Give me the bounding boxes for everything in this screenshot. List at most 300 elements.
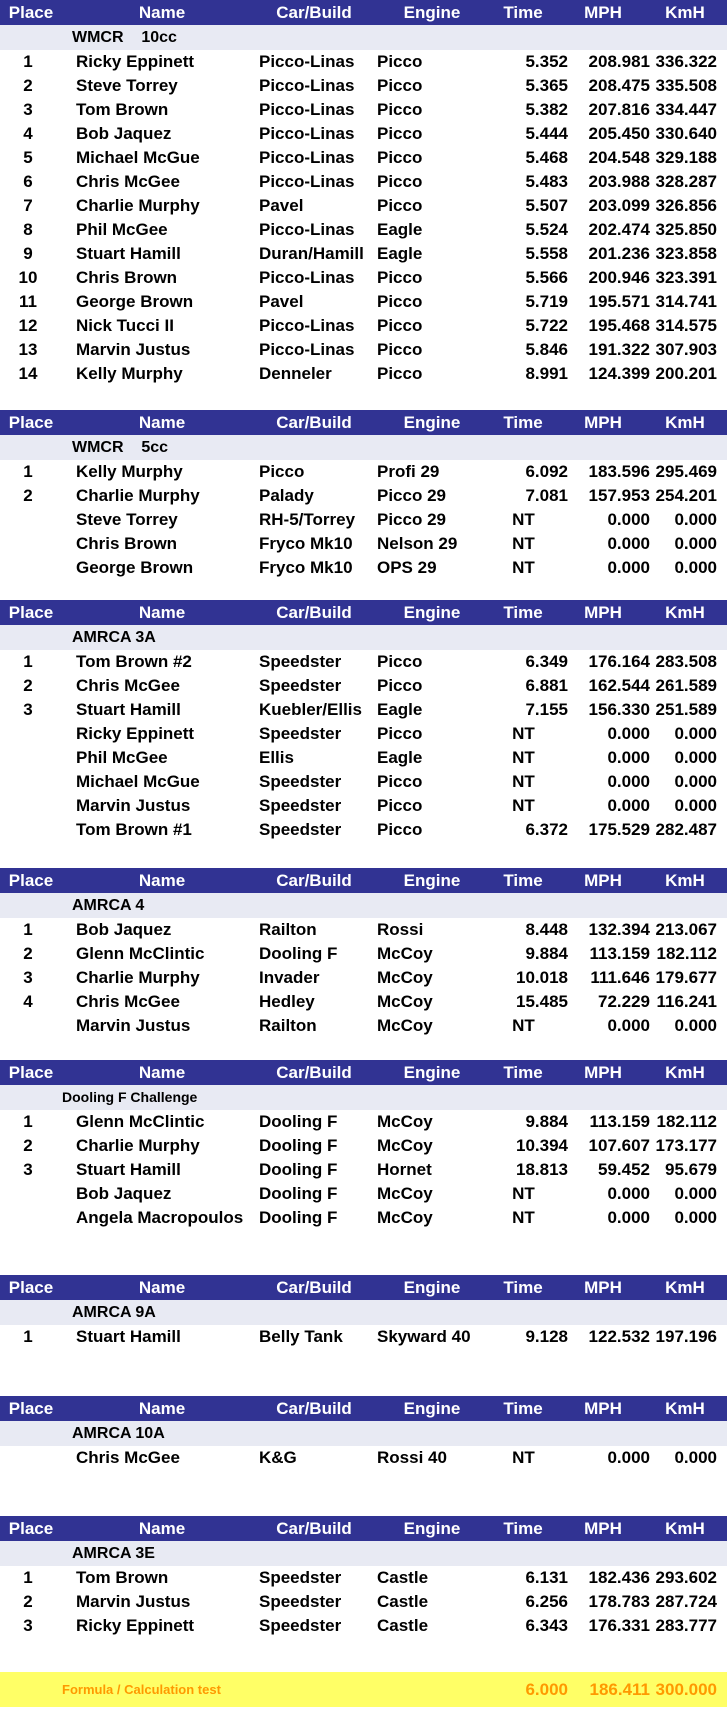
- cell-time: 5.468: [525, 148, 568, 167]
- cell-engine: Picco: [377, 796, 423, 815]
- cell-time: NT: [512, 1184, 535, 1203]
- table-row: [0, 1325, 727, 1349]
- cell-time: 15.485: [516, 992, 568, 1011]
- cell-kmh: 283.777: [655, 1616, 717, 1635]
- cell-engine: OPS 29: [377, 558, 437, 577]
- class-title: AMRCA 3A: [72, 629, 156, 646]
- cell-mph: 176.164: [588, 652, 650, 671]
- cell-time: 10.018: [516, 968, 568, 987]
- column-header-car: Car/Build: [276, 603, 352, 622]
- cell-car: Picco-Linas: [259, 316, 355, 335]
- cell-engine: Nelson 29: [377, 534, 458, 553]
- table-row: [0, 50, 727, 74]
- column-header-car: Car/Build: [276, 1399, 352, 1418]
- column-header-place: Place: [8, 413, 54, 432]
- table-row: [0, 242, 727, 266]
- table-row: [0, 746, 727, 770]
- cell-time: 5.558: [525, 244, 568, 263]
- cell-kmh: 314.575: [655, 316, 717, 335]
- cell-place: 1: [23, 920, 33, 939]
- cell-name: Michael McGue: [76, 772, 200, 791]
- cell-engine: Picco: [377, 196, 423, 215]
- cell-place: 13: [18, 340, 38, 359]
- cell-car: RH-5/Torrey: [259, 510, 356, 529]
- cell-place: 3: [23, 700, 33, 719]
- cell-kmh: 287.724: [655, 1592, 717, 1611]
- cell-car: Hedley: [259, 992, 315, 1011]
- cell-time: 6.881: [525, 676, 568, 695]
- cell-kmh: 261.589: [655, 676, 717, 695]
- cell-engine: Picco: [377, 292, 423, 311]
- cell-car: Pavel: [259, 292, 304, 311]
- cell-car: Dooling F: [259, 1184, 338, 1203]
- cell-mph: 111.646: [590, 968, 650, 987]
- column-header-car: Car/Build: [276, 413, 352, 432]
- cell-car: Dooling F: [259, 1136, 338, 1155]
- column-header-car: Car/Build: [276, 1519, 352, 1538]
- cell-engine: Picco: [377, 652, 423, 671]
- class-title: WMCR 5cc: [72, 439, 169, 456]
- column-header-row: [0, 1396, 727, 1421]
- column-header-place: Place: [8, 871, 54, 890]
- cell-time: 6.343: [525, 1616, 568, 1635]
- cell-car: Dooling F: [259, 944, 338, 963]
- table-row: [0, 508, 727, 532]
- cell-kmh: 325.850: [655, 220, 717, 239]
- table-row: [0, 484, 727, 508]
- cell-car: Picco-Linas: [259, 124, 355, 143]
- table-row: [0, 266, 727, 290]
- cell-engine: Picco: [377, 52, 423, 71]
- cell-engine: Picco: [377, 820, 423, 839]
- column-header-engine: Engine: [403, 3, 461, 22]
- cell-time: 5.507: [525, 196, 568, 215]
- cell-mph: 195.468: [588, 316, 650, 335]
- column-header-car: Car/Build: [276, 1063, 352, 1082]
- cell-engine: Picco: [377, 772, 423, 791]
- cell-mph: 113.159: [589, 944, 650, 963]
- column-header-mph: MPH: [584, 871, 622, 890]
- cell-engine: Picco: [377, 268, 423, 287]
- cell-car: Speedster: [259, 652, 342, 671]
- table-row: [0, 556, 727, 580]
- column-header-row: [0, 868, 727, 893]
- column-header-kmh: KmH: [665, 3, 705, 22]
- cell-kmh: 0.000: [674, 796, 717, 815]
- table-row: [0, 338, 727, 362]
- formula-kmh: 300.000: [655, 1680, 717, 1699]
- column-header-name: Name: [138, 3, 186, 22]
- cell-name: Nick Tucci II: [76, 316, 174, 335]
- cell-time: 9.884: [525, 944, 568, 963]
- table-row: [0, 1590, 727, 1614]
- column-header-mph: MPH: [584, 603, 622, 622]
- cell-car: Speedster: [259, 1592, 342, 1611]
- table-row: [0, 218, 727, 242]
- table-row: [0, 818, 727, 842]
- cell-name: George Brown: [76, 292, 194, 311]
- cell-time: 5.352: [525, 52, 568, 71]
- formula-mph: 186.411: [589, 1680, 650, 1699]
- cell-kmh: 0.000: [674, 772, 717, 791]
- cell-place: 1: [23, 1112, 33, 1131]
- cell-name: Bob Jaquez: [76, 920, 172, 939]
- cell-mph: 157.953: [588, 486, 650, 505]
- cell-time: NT: [512, 1448, 535, 1467]
- results-section: [0, 410, 727, 580]
- cell-place: 12: [18, 316, 38, 335]
- cell-kmh: 328.287: [655, 172, 717, 191]
- table-row: [0, 966, 727, 990]
- cell-kmh: 0.000: [674, 510, 717, 529]
- cell-engine: Picco: [377, 676, 423, 695]
- cell-kmh: 251.589: [655, 700, 717, 719]
- cell-kmh: 323.391: [655, 268, 717, 287]
- cell-engine: Castle: [377, 1592, 429, 1611]
- cell-mph: 0.000: [607, 772, 650, 791]
- cell-engine: McCoy: [377, 1112, 433, 1131]
- cell-car: Picco-Linas: [259, 148, 355, 167]
- cell-mph: 203.988: [588, 172, 650, 191]
- column-header-place: Place: [8, 1519, 54, 1538]
- cell-engine: Picco: [377, 100, 423, 119]
- cell-mph: 132.394: [588, 920, 650, 939]
- cell-engine: Hornet: [377, 1160, 432, 1179]
- table-row: [0, 1158, 727, 1182]
- column-header-engine: Engine: [403, 1278, 461, 1297]
- column-header-place: Place: [8, 1399, 54, 1418]
- cell-name: Chris Brown: [76, 268, 178, 287]
- cell-kmh: 197.196: [655, 1327, 717, 1346]
- cell-name: George Brown: [76, 558, 194, 577]
- cell-mph: 205.450: [588, 124, 650, 143]
- cell-car: Dooling F: [259, 1208, 338, 1227]
- cell-mph: 0.000: [607, 1208, 650, 1227]
- cell-time: 6.131: [525, 1568, 568, 1587]
- table-row: [0, 918, 727, 942]
- column-header-time: Time: [503, 871, 543, 890]
- table-row: [0, 990, 727, 1014]
- cell-name: Charlie Murphy: [76, 1136, 200, 1155]
- cell-kmh: 323.858: [655, 244, 717, 263]
- cell-kmh: 182.112: [656, 944, 717, 963]
- column-header-car: Car/Build: [276, 1278, 352, 1297]
- cell-mph: 204.548: [588, 148, 650, 167]
- cell-place: 4: [23, 124, 33, 143]
- cell-name: Chris McGee: [76, 676, 180, 695]
- cell-mph: 202.474: [588, 220, 650, 239]
- cell-name: Chris McGee: [76, 172, 180, 191]
- results-section: [0, 868, 727, 1038]
- cell-mph: 156.330: [588, 700, 650, 719]
- cell-name: Steve Torrey: [76, 510, 178, 529]
- cell-place: 2: [23, 676, 33, 695]
- cell-place: 3: [23, 1160, 33, 1179]
- cell-car: Dooling F: [259, 1112, 338, 1131]
- cell-car: Speedster: [259, 1568, 342, 1587]
- cell-name: Phil McGee: [76, 748, 168, 767]
- cell-time: 5.722: [525, 316, 568, 335]
- cell-mph: 113.159: [589, 1112, 650, 1131]
- class-title: WMCR 10cc: [72, 29, 177, 46]
- column-header-place: Place: [8, 3, 54, 22]
- cell-kmh: 116.241: [656, 992, 717, 1011]
- cell-car: Pavel: [259, 196, 304, 215]
- cell-name: Glenn McClintic: [76, 1112, 205, 1131]
- cell-mph: 175.529: [588, 820, 650, 839]
- column-header-kmh: KmH: [665, 603, 705, 622]
- cell-name: Kelly Murphy: [76, 462, 183, 481]
- cell-time: 5.719: [525, 292, 568, 311]
- cell-mph: 208.981: [588, 52, 650, 71]
- column-header-mph: MPH: [584, 413, 622, 432]
- column-header-mph: MPH: [584, 1399, 622, 1418]
- cell-time: 9.884: [525, 1112, 568, 1131]
- cell-mph: 124.399: [588, 364, 650, 383]
- cell-kmh: 0.000: [674, 748, 717, 767]
- class-title-row: [0, 25, 727, 50]
- class-title-row: [0, 435, 727, 460]
- cell-car: Picco-Linas: [259, 172, 355, 191]
- cell-engine: McCoy: [377, 1016, 433, 1035]
- column-header-name: Name: [138, 1063, 186, 1082]
- cell-kmh: 0.000: [674, 1208, 717, 1227]
- cell-mph: 0.000: [607, 510, 650, 529]
- cell-engine: Eagle: [377, 244, 423, 263]
- cell-kmh: 173.177: [655, 1136, 717, 1155]
- cell-name: Chris Brown: [76, 534, 178, 553]
- cell-car: Speedster: [259, 796, 342, 815]
- table-row: [0, 98, 727, 122]
- cell-kmh: 283.508: [655, 652, 717, 671]
- column-header-mph: MPH: [584, 1519, 622, 1538]
- cell-place: 3: [23, 1616, 33, 1635]
- cell-engine: Picco: [377, 172, 423, 191]
- cell-name: Ricky Eppinett: [76, 1616, 195, 1635]
- table-row: [0, 1566, 727, 1590]
- column-header-name: Name: [138, 1399, 186, 1418]
- cell-place: 14: [18, 364, 38, 383]
- cell-car: Speedster: [259, 820, 342, 839]
- cell-place: 2: [23, 486, 33, 505]
- column-header-name: Name: [138, 603, 186, 622]
- table-row: [0, 146, 727, 170]
- cell-engine: McCoy: [377, 968, 433, 987]
- results-section: [0, 1275, 727, 1349]
- cell-car: Picco-Linas: [259, 220, 355, 239]
- cell-engine: Rossi: [377, 920, 424, 939]
- cell-place: 1: [23, 652, 33, 671]
- table-row: [0, 1446, 727, 1470]
- results-section: [0, 600, 727, 842]
- formula-label: Formula / Calculation test: [62, 1682, 221, 1697]
- cell-time: NT: [512, 772, 535, 791]
- results-section: [0, 1396, 727, 1470]
- cell-kmh: 179.677: [655, 968, 717, 987]
- cell-time: 6.372: [525, 820, 568, 839]
- cell-time: 5.444: [525, 124, 568, 143]
- column-header-car: Car/Build: [276, 3, 352, 22]
- column-header-row: [0, 0, 727, 25]
- column-header-time: Time: [503, 3, 543, 22]
- class-title-row: [0, 1085, 727, 1110]
- cell-car: Picco-Linas: [259, 340, 355, 359]
- cell-car: Speedster: [259, 772, 342, 791]
- cell-name: Charlie Murphy: [76, 968, 200, 987]
- cell-place: 5: [23, 148, 33, 167]
- cell-kmh: 326.856: [655, 196, 717, 215]
- cell-kmh: 330.640: [655, 124, 717, 143]
- class-title: AMRCA 10A: [72, 1425, 165, 1442]
- column-header-car: Car/Build: [276, 871, 352, 890]
- cell-kmh: 314.741: [655, 292, 717, 311]
- column-header-time: Time: [503, 1519, 543, 1538]
- column-header-place: Place: [8, 1278, 54, 1297]
- column-header-time: Time: [503, 603, 543, 622]
- cell-kmh: 307.903: [655, 340, 717, 359]
- cell-name: Stuart Hamill: [76, 244, 181, 263]
- table-row: [0, 1014, 727, 1038]
- cell-kmh: 254.201: [655, 486, 717, 505]
- column-header-kmh: KmH: [665, 871, 705, 890]
- cell-name: Charlie Murphy: [76, 196, 200, 215]
- cell-name: Stuart Hamill: [76, 1327, 181, 1346]
- cell-name: Chris McGee: [76, 992, 180, 1011]
- cell-car: Fryco Mk10: [259, 534, 353, 553]
- cell-car: Speedster: [259, 1616, 342, 1635]
- cell-mph: 195.571: [588, 292, 650, 311]
- table-row: [0, 194, 727, 218]
- cell-mph: 122.532: [588, 1327, 650, 1346]
- cell-car: Picco-Linas: [259, 76, 355, 95]
- cell-place: 9: [23, 244, 33, 263]
- cell-name: Ricky Eppinett: [76, 52, 195, 71]
- cell-name: Stuart Hamill: [76, 700, 181, 719]
- cell-time: NT: [512, 796, 535, 815]
- cell-name: Tom Brown: [76, 100, 169, 119]
- cell-engine: Eagle: [377, 748, 423, 767]
- cell-mph: 0.000: [607, 1448, 650, 1467]
- cell-mph: 0.000: [607, 724, 650, 743]
- column-header-time: Time: [503, 1399, 543, 1418]
- column-header-place: Place: [8, 1063, 54, 1082]
- table-row: [0, 170, 727, 194]
- class-title: AMRCA 4: [72, 897, 145, 914]
- cell-kmh: 0.000: [674, 724, 717, 743]
- cell-place: 1: [23, 1327, 33, 1346]
- cell-time: NT: [512, 510, 535, 529]
- cell-car: Picco-Linas: [259, 268, 355, 287]
- table-row: [0, 1134, 727, 1158]
- column-header-engine: Engine: [403, 871, 461, 890]
- table-row: [0, 722, 727, 746]
- cell-time: 5.483: [525, 172, 568, 191]
- cell-time: 6.092: [525, 462, 568, 481]
- cell-name: Stuart Hamill: [76, 1160, 181, 1179]
- cell-name: Kelly Murphy: [76, 364, 183, 383]
- cell-car: Dooling F: [259, 1160, 338, 1179]
- results-section: [0, 1516, 727, 1638]
- cell-engine: Picco: [377, 316, 423, 335]
- cell-mph: 203.099: [588, 196, 650, 215]
- column-header-kmh: KmH: [665, 1519, 705, 1538]
- cell-engine: Picco: [377, 124, 423, 143]
- cell-place: 2: [23, 1592, 33, 1611]
- cell-mph: 0.000: [607, 1184, 650, 1203]
- cell-time: 6.349: [525, 652, 568, 671]
- cell-kmh: 0.000: [674, 1016, 717, 1035]
- column-header-name: Name: [138, 871, 186, 890]
- column-header-mph: MPH: [584, 1278, 622, 1297]
- class-title: AMRCA 9A: [72, 1304, 156, 1321]
- column-header-row: [0, 1275, 727, 1300]
- cell-name: Angela Macropoulos: [76, 1208, 244, 1227]
- cell-mph: 72.229: [598, 992, 650, 1011]
- cell-place: 11: [19, 292, 37, 311]
- cell-engine: Profi 29: [377, 462, 440, 481]
- cell-mph: 0.000: [607, 558, 650, 577]
- cell-car: Picco-Linas: [259, 52, 355, 71]
- column-header-mph: MPH: [584, 3, 622, 22]
- cell-mph: 182.436: [588, 1568, 650, 1587]
- cell-engine: McCoy: [377, 992, 433, 1011]
- cell-car: Ellis: [259, 748, 294, 767]
- column-header-place: Place: [8, 603, 54, 622]
- table-row: [0, 362, 727, 386]
- cell-place: 2: [23, 1136, 33, 1155]
- cell-car: Invader: [259, 968, 320, 987]
- cell-name: Marvin Justus: [76, 1592, 191, 1611]
- cell-engine: Skyward 40: [377, 1327, 471, 1346]
- cell-kmh: 0.000: [674, 1448, 717, 1467]
- cell-name: Marvin Justus: [76, 1016, 191, 1035]
- cell-kmh: 213.067: [655, 920, 717, 939]
- cell-time: 9.128: [525, 1327, 568, 1346]
- table-row: [0, 314, 727, 338]
- formula-row: [0, 1672, 727, 1707]
- column-header-row: [0, 1060, 727, 1085]
- table-row: [0, 1182, 727, 1206]
- column-header-name: Name: [138, 1519, 186, 1538]
- cell-engine: Picco 29: [377, 486, 446, 505]
- cell-place: 8: [23, 220, 33, 239]
- cell-car: K&G: [259, 1448, 297, 1467]
- cell-engine: Rossi 40: [377, 1448, 447, 1467]
- cell-car: Palady: [259, 486, 314, 505]
- class-title-row: [0, 893, 727, 918]
- cell-mph: 59.452: [598, 1160, 650, 1179]
- table-row: [0, 532, 727, 556]
- cell-engine: Castle: [377, 1616, 429, 1635]
- class-title-row: [0, 1421, 727, 1446]
- cell-kmh: 182.112: [656, 1112, 717, 1131]
- cell-time: NT: [512, 1208, 535, 1227]
- column-header-name: Name: [138, 413, 186, 432]
- cell-kmh: 0.000: [674, 1184, 717, 1203]
- cell-name: Phil McGee: [76, 220, 168, 239]
- cell-kmh: 0.000: [674, 534, 717, 553]
- cell-engine: Picco: [377, 724, 423, 743]
- cell-place: 1: [23, 52, 33, 71]
- cell-time: NT: [512, 558, 535, 577]
- column-header-row: [0, 600, 727, 625]
- cell-name: Tom Brown: [76, 1568, 169, 1587]
- cell-mph: 176.331: [588, 1616, 650, 1635]
- cell-time: 5.365: [525, 76, 568, 95]
- cell-mph: 207.816: [588, 100, 650, 119]
- class-title: AMRCA 3E: [72, 1545, 155, 1562]
- cell-name: Bob Jaquez: [76, 124, 172, 143]
